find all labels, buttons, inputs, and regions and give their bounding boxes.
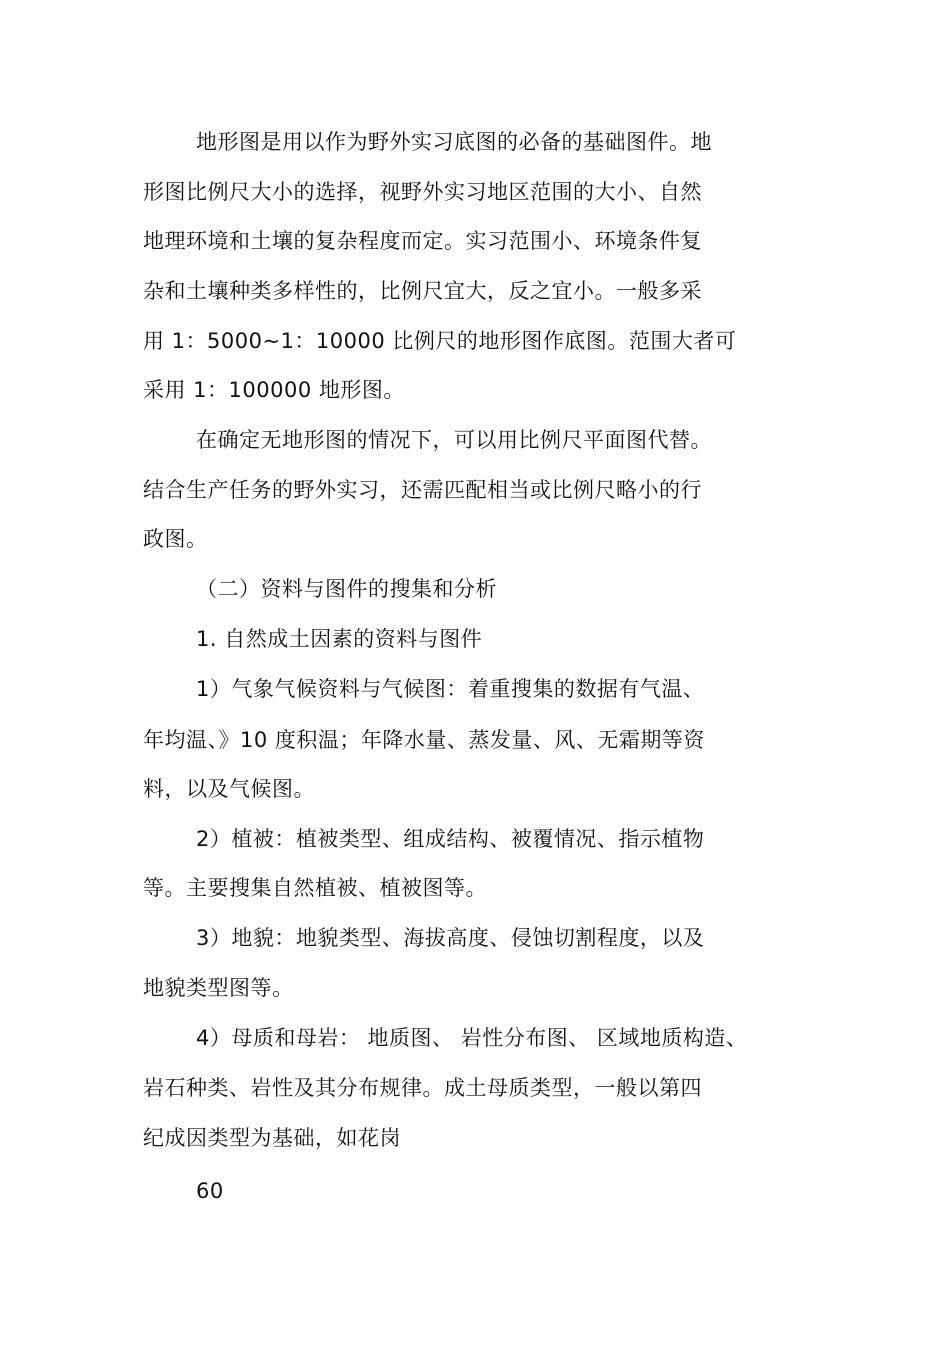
paragraph-line: 政图。: [143, 527, 208, 551]
subsection-heading: 1. 自然成土因素的资料与图件: [196, 627, 483, 651]
paragraph-line: 用 1：5000~1：10000 比例尺的地形图作底图。范围大者可: [143, 329, 737, 353]
paragraph-line: 4）母质和母岩： 地质图、 岩性分布图、 区域地质构造、: [196, 1026, 748, 1050]
paragraph-line: 地貌类型图等。: [143, 976, 294, 1000]
paragraph-line: 采用 1：100000 地形图。: [143, 378, 405, 402]
page-number: 60: [196, 1179, 224, 1203]
paragraph-line: 岩石种类、岩性及其分布规律。成土母质类型，一般以第四: [143, 1076, 702, 1100]
paragraph-line: 3）地貌：地貌类型、海拔高度、侵蚀切割程度，以及: [196, 926, 705, 950]
paragraph-line: 料，以及气候图。: [143, 777, 315, 801]
paragraph-line: 等。主要搜集自然植被、植被图等。: [143, 876, 487, 900]
paragraph-line: 结合生产任务的野外实习，还需匹配相当或比例尺略小的行: [143, 478, 702, 502]
paragraph-line: 年均温、》10 度积温；年降水量、蒸发量、风、无霜期等资: [143, 728, 705, 752]
paragraph-line: 地理环境和土壤的复杂程度而定。实习范围小、环境条件复: [143, 229, 702, 253]
paragraph-line: 纪成因类型为基础，如花岗: [143, 1126, 401, 1150]
paragraph-line: 形图比例尺大小的选择，视野外实习地区范围的大小、自然: [143, 180, 702, 204]
paragraph-line: 地形图是用以作为野外实习底图的必备的基础图件。地: [196, 130, 712, 154]
paragraph-line: 2）植被：植被类型、组成结构、被覆情况、指示植物: [196, 827, 705, 851]
paragraph-line: 杂和土壤种类多样性的，比例尺宜大，反之宜小。一般多采: [143, 279, 702, 303]
section-heading: （二）资料与图件的搜集和分析: [196, 577, 497, 601]
paragraph-line: 在确定无地形图的情况下，可以用比例尺平面图代替。: [196, 428, 712, 452]
paragraph-line: 1）气象气候资料与气候图：着重搜集的数据有气温、: [196, 677, 705, 701]
